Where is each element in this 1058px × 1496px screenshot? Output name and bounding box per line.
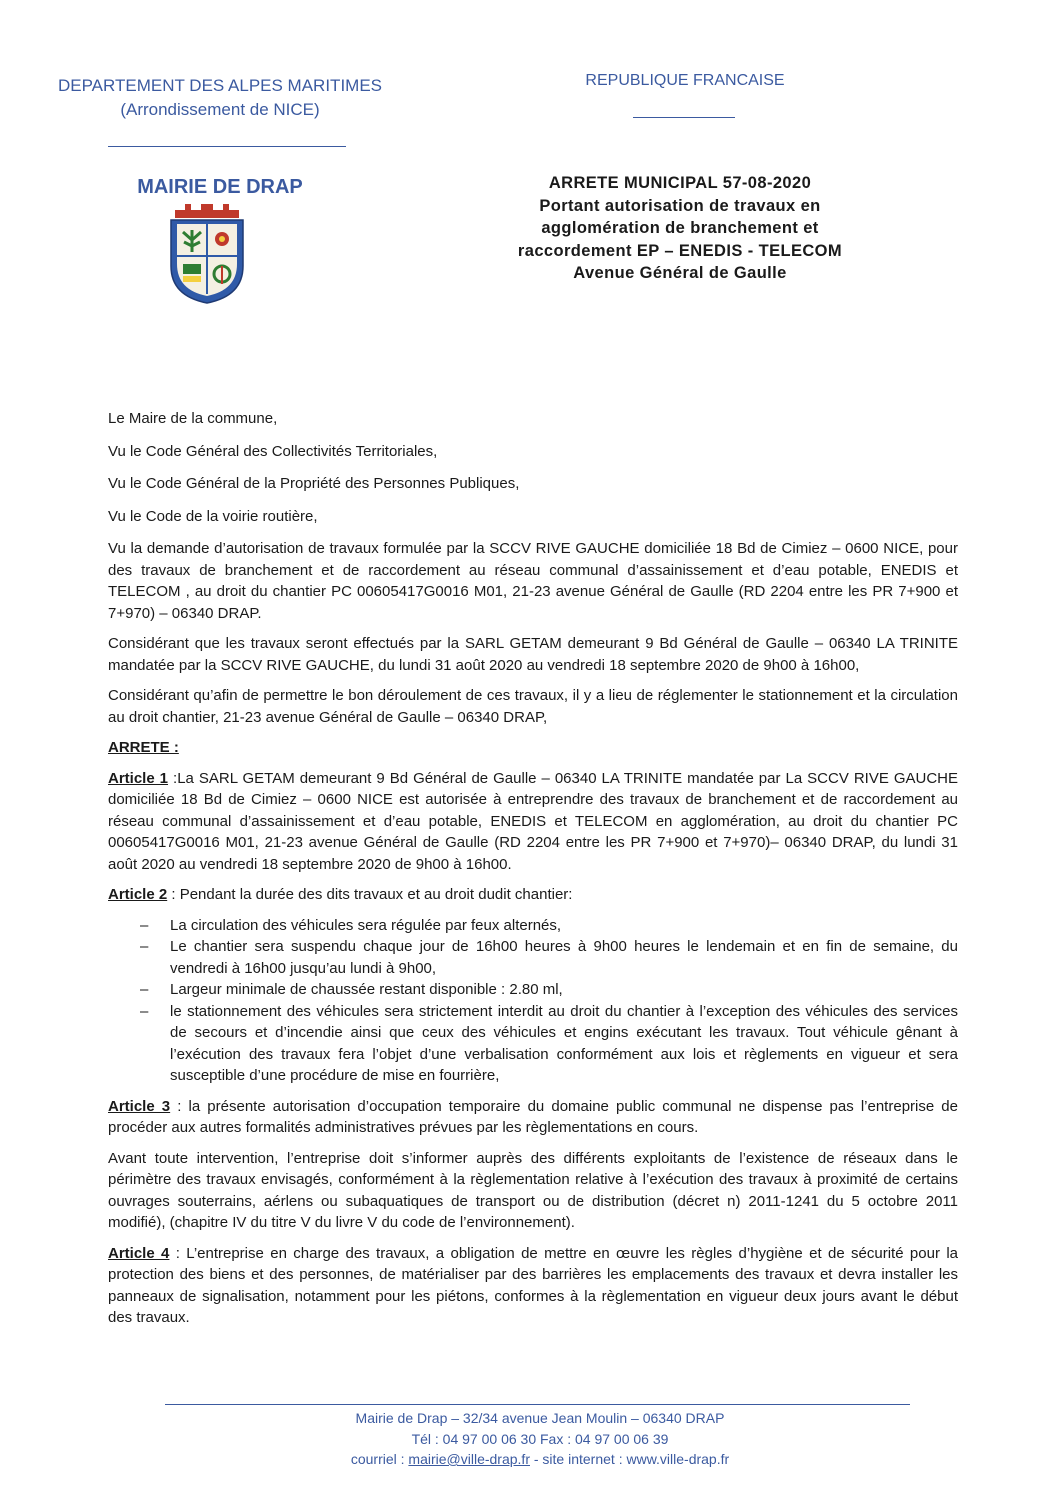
article-1-text: :La SARL GETAM demeurant 9 Bd Général de Gaulle – 06340 LA TRINITE mandatée par La SCCV RIVE GAUCHE domiciliée 18 Bd de Cimiez – 0600 NICE est autorisée à entreprendre des travaux de branchement et de raccordement au réseau communal d’assainissement et d’eau potable, ENEDIS et TELECOM en agglomération, au droit du chantier PC 00605417G0016 M01, 21-23 avenue Général de Gaulle (RD 2204 entre les PR 7+900 et 7+970)– 06340 DRAP, du lundi 31 août 2020 au vendredi 18 septembre 2020 de 9h00 à 16h00. [108,769,959,873]
article-4 [108,1243,958,1329]
list-item: – le stationnement des véhicules sera strictement interdit au droit du chantier à l’exception des véhicules des services de secours et d’incendie ainsi que ceux des véhicules et engins exécutant les travaux. Tout véhicule gênant à l’exécution des travaux fera l’objet d’une verbalisation conformément aux lois et règlements en vigueur et sera susceptible d’une procédure de mise en fourrière, [170,1001,958,1087]
considerant-paragraph: Considérant que les travaux seront effectués par la SARL GETAM demeurant 9 Bd Général de Gaulle – 06340 LA TRINITE mandatée par la SCCV RIVE GAUCHE, du lundi 31 août 2020 au vendredi 18 septembre 2020 de 9h00 à 16h00, [108,635,958,674]
arrete-label-text: ARRETE : [108,739,179,756]
article-4-title: Article 4 [108,1244,170,1262]
arrete-subject-line: raccordement EP – ENEDIS - TELECOM [517,241,843,260]
arrete-label [108,737,958,759]
document-body [108,408,958,1338]
list-item: – Le chantier sera suspendu chaque jour de 16h00 heures à 9h00 heures le lendemain et en fin de semaine, du vendredi à 16h00 jusqu’au lundi à 9h00, [170,936,958,979]
website-text: - site internet : www.ville-drap.fr [529,1451,730,1467]
mairie-name: MAIRIE DE DRAP [137,176,303,198]
list-item: – Largeur minimale de chaussée restant disponible : 2.80 ml, [170,979,958,1001]
municipal-coat-of-arms-icon [167,204,247,304]
request-paragraph: Vu la demande d’autorisation de travaux formulée par la SCCV RIVE GAUCHE domiciliée 18 Bd de Cimiez – 0600 NICE, pour des travaux de branchement et de raccordement au réseau communal d’assainissement et d’eau potable, ENEDIS et TELECOM , au droit du chantier PC 00605417G0016 M01, 21-23 avenue Général de Gaulle (RD 2204 entre les PR 7+900 et 7+970) – 06340 DRAP. [108,540,958,622]
arrondissement: (Arrondissement de NICE) [120,100,320,119]
republique-header: REPUBLIQUE FRANCAISE [585,72,785,89]
legal-reference: Vu le Code Général de la Propriété des Personnes Publiques, [108,475,520,492]
intro-paragraph: Le Maire de la commune, [108,410,278,427]
legal-reference: Vu le Code de la voirie routière, [108,507,318,525]
email-link[interactable]: mairie@ville-drap.fr [408,1451,530,1467]
footer-divider [165,1404,910,1405]
article-2-list [108,915,958,1087]
legal-reference: Vu le Code Général des Collectivités Territoriales, [108,442,438,460]
article-2 [108,884,958,906]
footer [220,1408,860,1470]
article-3-title: Article 3 [108,1097,171,1115]
arrete-location: Avenue Général de Gaulle [573,264,787,282]
networks-paragraph: Avant toute intervention, l’entreprise doit s’informer auprès des différents exploitants de l’existence de réseaux dans le périmètre des travaux envisagés, conformément à la règlementation relative à l’exécution des travaux à proximité de certains ouvrages souterrains, aérlens ou subaquatiques de transport ou de distribution (décret n) 2011-1241 du 5 octobre 2011 modifié), (chapitre IV du titre V du livre V du code de l’environnement). [108,1149,958,1231]
department-header [40,74,400,122]
department-name: DEPARTEMENT DES ALPES MARITIMES [57,76,383,95]
header-right-divider [633,117,735,118]
list-item: – La circulation des véhicules sera régulée par feux alternés, [170,915,958,937]
article-3-text: : la présente autorisation d’occupation temporaire du domaine public communal ne dispense pas l’entreprise de procéder aux autres formalités administratives prévues par les règlementations en cours. [108,1097,958,1136]
arrete-number: ARRETE MUNICIPAL 57-08-2020 [548,174,812,192]
article-4-text: : L’entreprise en charge des travaux, a obligation de mettre en œuvre les règles d’hygiène et de sécurité pour la protection des biens et des personnes, de matérialiser par des barrières les emplacements des travaux et devra installer les panneaux de signalisation, notamment pour les piétons, conformes à la règlementation en vigueur deux jours avant le début des travaux. [108,1244,958,1326]
header-left-divider [108,146,346,147]
article-3 [108,1096,958,1139]
footer-address: Mairie de Drap – 32/34 avenue Jean Moulin – 06340 DRAP [355,1410,725,1426]
article-2-text: : Pendant la durée des dits travaux et au droit dudit chantier: [167,886,573,903]
arrete-subject-line: agglomération de branchement et [541,219,819,237]
article-1-title: Article 1 [108,769,169,787]
article-2-title: Article 2 [108,886,168,903]
footer-contact [220,1449,860,1470]
footer-phone: Tél : 04 97 00 06 30 Fax : 04 97 00 06 39 [411,1430,669,1447]
article-1 [108,768,958,876]
arrete-title-block [470,172,890,285]
considerant-paragraph: Considérant qu’afin de permettre le bon déroulement de ces travaux, il y a lieu de réglementer le stationnement et la circulation au droit chantier, 21-23 avenue Général de Gaulle – 06340 DRAP, [108,687,958,726]
arrete-subject-line: Portant autorisation de travaux en [539,196,821,215]
email-prefix: courriel : [350,1451,409,1467]
